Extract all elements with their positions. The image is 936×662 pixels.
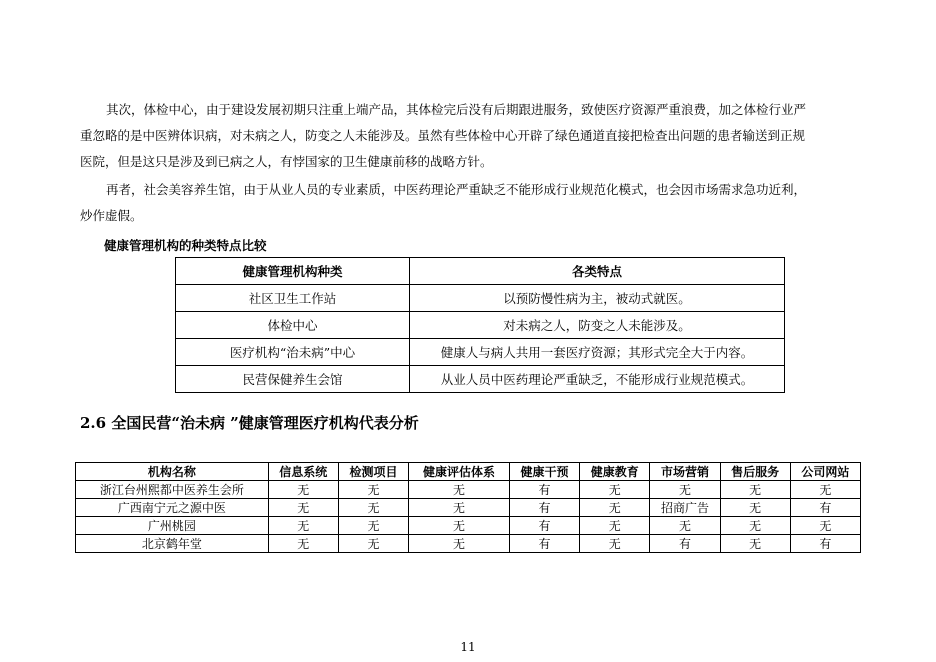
table-row [76, 535, 861, 553]
table-cell: 无 [720, 517, 790, 535]
table-cell: 无 [720, 481, 790, 499]
table-cell: 无 [268, 517, 338, 535]
column-header: 公司网站 [790, 463, 860, 481]
table-cell: 有 [509, 499, 579, 517]
table-row [176, 366, 785, 393]
table-row [76, 481, 861, 499]
table-cell: 无 [268, 535, 338, 553]
table-cell: 无 [338, 481, 408, 499]
table-cell: 无 [338, 517, 408, 535]
table-cell: 无 [580, 499, 650, 517]
column-header: 健康干预 [509, 463, 579, 481]
institution-analysis-table [75, 462, 861, 553]
text-line: 其次，体检中心，由于建设发展初期只注重上端产品，其体检完后没有后期跟进服务，致使医疗资源严重浪费，加之体检行业严 [106, 102, 807, 117]
table-cell: 无 [580, 481, 650, 499]
table-cell: 对未病之人，防变之人未能涉及。 [410, 312, 785, 339]
table-cell: 无 [580, 535, 650, 553]
text-line: 炒作虚假。 [80, 208, 143, 223]
table-cell: 无 [790, 481, 860, 499]
column-header: 机构名称 [76, 463, 269, 481]
table-cell: 无 [720, 535, 790, 553]
table1-caption: 健康管理机构的种类特点比较 [104, 238, 267, 253]
table-cell: 以预防慢性病为主，被动式就医。 [410, 285, 785, 312]
table-cell: 体检中心 [176, 312, 410, 339]
column-header: 检测项目 [338, 463, 408, 481]
column-header: 售后服务 [720, 463, 790, 481]
section-heading: 2.6 全国民营“治未病 ”健康管理医疗机构代表分析 [80, 414, 419, 432]
table-cell: 健康人与病人共用一套医疗资源；其形式完全大于内容。 [410, 339, 785, 366]
institution-types-table [175, 257, 785, 393]
table-row [176, 285, 785, 312]
table-cell: 有 [509, 535, 579, 553]
table-cell: 无 [409, 517, 510, 535]
table-cell: 招商广告 [650, 499, 720, 517]
table-cell: 无 [409, 535, 510, 553]
table-cell: 无 [409, 481, 510, 499]
table-cell: 无 [268, 499, 338, 517]
text-line: 重忽略的是中医辨体识病，对未病之人，防变之人未能涉及。虽然有些体检中心开辟了绿色通道直接把检查出问题的患者输送到正规 [80, 128, 806, 143]
table-cell: 医疗机构“治未病”中心 [176, 339, 410, 366]
column-header: 市场营销 [650, 463, 720, 481]
table-cell: 无 [650, 517, 720, 535]
table-row [176, 339, 785, 366]
table-cell: 有 [509, 517, 579, 535]
table-cell: 从业人员中医药理论严重缺乏，不能形成行业规范模式。 [410, 366, 785, 393]
paragraph-health-check-centers [80, 97, 852, 175]
page-number: 11 [460, 640, 476, 654]
table-cell: 无 [268, 481, 338, 499]
table-header-row [76, 463, 861, 481]
table-cell: 有 [790, 499, 860, 517]
table-cell: 无 [650, 481, 720, 499]
table-row [176, 312, 785, 339]
table-cell: 民营保健养生会馆 [176, 366, 410, 393]
column-header: 健康评估体系 [409, 463, 510, 481]
table-cell: 无 [720, 499, 790, 517]
column-header: 健康管理机构种类 [176, 258, 410, 285]
table-cell: 无 [409, 499, 510, 517]
text-line: 医院，但是这只是涉及到已病之人，有悖国家的卫生健康前移的战略方针。 [80, 154, 493, 169]
table-row [76, 517, 861, 535]
table-row [76, 499, 861, 517]
table-cell: 有 [509, 481, 579, 499]
table-header-row [176, 258, 785, 285]
column-header: 各类特点 [410, 258, 785, 285]
table-cell: 无 [338, 499, 408, 517]
table-cell: 广西南宁元之源中医 [76, 499, 269, 517]
table-cell: 有 [790, 535, 860, 553]
table-cell: 无 [580, 517, 650, 535]
table-cell: 无 [338, 535, 408, 553]
table-cell: 无 [790, 517, 860, 535]
table-cell: 社区卫生工作站 [176, 285, 410, 312]
table-cell: 有 [650, 535, 720, 553]
paragraph-beauty-salons [80, 177, 852, 229]
column-header: 健康教育 [580, 463, 650, 481]
table-cell: 广州桃园 [76, 517, 269, 535]
column-header: 信息系统 [268, 463, 338, 481]
table-cell: 浙江台州熙都中医养生会所 [76, 481, 269, 499]
text-line: 再者，社会美容养生馆，由于从业人员的专业素质，中医药理论严重缺乏不能形成行业规范化模式，也会因市场需求急功近利， [106, 182, 807, 197]
table-cell: 北京鹤年堂 [76, 535, 269, 553]
